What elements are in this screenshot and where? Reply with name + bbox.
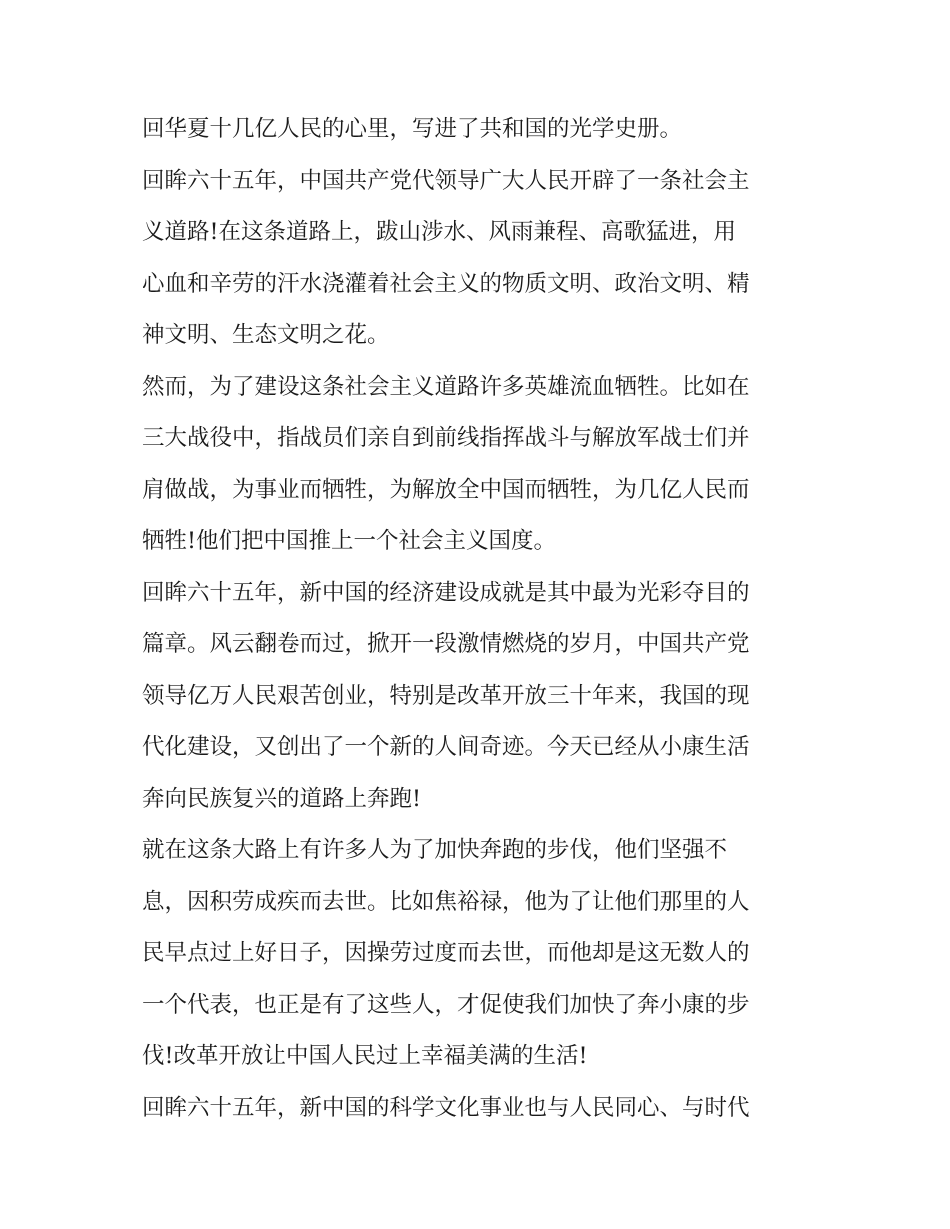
text-line: 民早点过上好日子，因操劳过度而去世，而他却是这无数人的 bbox=[142, 940, 750, 966]
text-line: 伐!改革开放让中国人民过上幸福美满的生活! bbox=[142, 1043, 588, 1069]
text-line: 回眸六十五年，新中国的经济建设成就是其中最为光彩夺目的 bbox=[142, 579, 750, 606]
text-line: 奔向民族复兴的道路上奔跑! bbox=[142, 785, 422, 812]
text-line: 一个代表，也正是有了这些人，才促使我们加快了奔小康的步 bbox=[142, 991, 750, 1018]
text-line: 回眸六十五年，新中国的科学文化事业也与人民同心、与时代 bbox=[142, 1094, 750, 1121]
text-line: 心血和辛劳的汗水浇灌着社会主义的物质文明、政治文明、精 bbox=[142, 270, 750, 297]
text-line: 领导亿万人民艰苦创业，特别是改革开放三十年来，我国的现 bbox=[142, 682, 750, 709]
text-line: 义道路!在这条道路上，跋山涉水、风雨兼程、高歌猛进，用 bbox=[142, 219, 737, 245]
text-line: 牺牲!他们把中国推上一个社会主义国度。 bbox=[142, 528, 557, 554]
text-line: 篇章。风云翻卷而过，掀开一段激情燃烧的岁月，中国共产党 bbox=[142, 631, 750, 657]
text-line: 息，因积劳成疾而去世。比如焦裕禄，他为了让他们那里的人 bbox=[142, 888, 750, 915]
text-line: 三大战役中，指战员们亲自到前线指挥战斗与解放军战士们并 bbox=[142, 425, 750, 451]
text-line: 回眸六十五年，中国共产党代领导广大人民开辟了一条社会主 bbox=[142, 167, 750, 194]
text-line: 然而，为了建设这条社会主义道路许多英雄流血牺牲。比如在 bbox=[142, 373, 750, 400]
text-line: 代化建设，又创出了一个新的人间奇迹。今天已经从小康生活 bbox=[142, 734, 750, 760]
document-body bbox=[142, 104, 812, 1134]
text-line: 肩做战，为事业而牺牲，为解放全中国而牺牲，为几亿人民而 bbox=[142, 476, 750, 503]
text-line: 神文明、生态文明之花。 bbox=[142, 322, 390, 348]
text-line: 就在这条大路上有许多人为了加快奔跑的步伐，他们坚强不 bbox=[142, 837, 728, 863]
text-line: 回华夏十几亿人民的心里，写进了共和国的光学史册。 bbox=[142, 116, 683, 142]
